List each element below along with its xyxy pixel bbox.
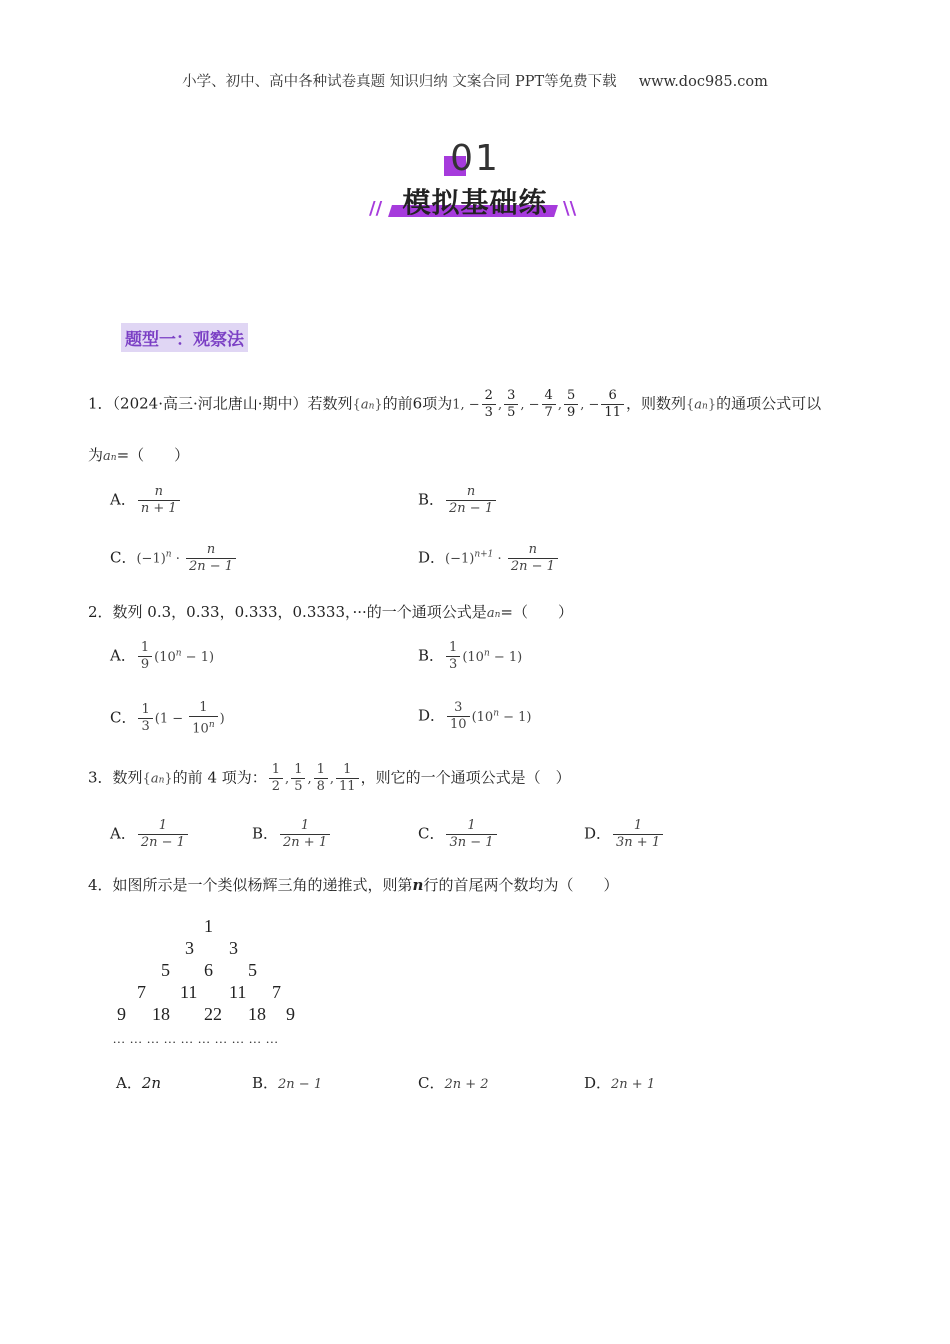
tri-r3-c2: 6 xyxy=(204,960,213,980)
q2-option-a[interactable]: A． $\frac{1}{9}$ $(10^n - 1)$ xyxy=(110,640,215,672)
page-header xyxy=(0,70,950,91)
tri-r3-c3: 5 xyxy=(248,960,257,980)
tri-r4-c3: 11 xyxy=(229,982,247,1002)
tri-r5-c4: 18 xyxy=(248,1004,266,1024)
q4-option-a[interactable]: A．2n xyxy=(116,1074,162,1092)
tri-r2-c1: 3 xyxy=(185,938,194,958)
badge-title: 模拟基础练 xyxy=(402,186,548,219)
q1-option-d[interactable]: D．$(-1)^{n+1}$ · $\frac{n}{2n - 1}$ xyxy=(418,542,560,575)
tri-r5-c2: 18 xyxy=(152,1004,170,1024)
question-3: 3．数列{an}的前 4 项为： $\frac{1}{2}$ , $\frac{1}{5}$ , $\frac{1}{8}$ , $\frac{1}{11}$ ，则它的一个通项公式是（ ） xyxy=(88,762,571,794)
badge-left-deco: // xyxy=(369,198,383,219)
q3-option-b[interactable]: B． $\frac{1}{2n + 1}$ xyxy=(252,818,332,851)
q1-option-c[interactable]: C．$(-1)^n$ · $\frac{n}{2n - 1}$ xyxy=(110,542,238,575)
q4-option-d[interactable]: D．2n + 1 xyxy=(584,1074,656,1092)
q3-option-d[interactable]: D． $\frac{1}{3n + 1}$ xyxy=(584,818,665,851)
q3-option-c[interactable]: C． $\frac{1}{3n - 1}$ xyxy=(418,818,499,851)
tri-r4-c1: 7 xyxy=(137,982,146,1002)
header-text: 小学、初中、高中各种试卷真题 知识归纳 文案合同 PPT等免费下载 xyxy=(182,74,617,90)
tri-r4-c4: 7 xyxy=(272,982,281,1002)
tri-r2-c2: 3 xyxy=(229,938,238,958)
q2-option-d[interactable]: D． $\frac{3}{10}$ $(10^n - 1)$ xyxy=(418,700,532,732)
question-2: 2．数列 0.3，0.33，0.333，0.3333，···的一个通项公式是an=（ ） xyxy=(88,603,573,621)
q2-option-b[interactable]: B． $\frac{1}{3}$ $(10^n - 1)$ xyxy=(418,640,523,672)
tri-r3-c1: 5 xyxy=(161,960,170,980)
tri-r5-c1: 9 xyxy=(117,1004,126,1024)
badge-number: 01 xyxy=(450,138,500,179)
tri-r5-c3: 22 xyxy=(204,1004,222,1024)
question-4: 4．如图所示是一个类似杨辉三角的递推式，则第n行的首尾两个数均为（ ） xyxy=(88,876,619,894)
question-1-line2: 为an=（ ） xyxy=(88,446,190,464)
q4-option-b[interactable]: B．2n − 1 xyxy=(252,1074,323,1092)
badge-right-deco: \\ xyxy=(563,198,577,219)
q3-option-a[interactable]: A． $\frac{1}{2n - 1}$ xyxy=(110,818,190,851)
tri-r4-c2: 11 xyxy=(180,982,198,1002)
q2-option-c[interactable]: C． $\frac{1}{3}$ (1 − $\frac{1}{10^n}$ ) xyxy=(110,700,225,737)
question-1: 1．（2024·高三·河北唐山·期中）若数列{an}的前6项为1, − $\frac{2}{3}$ , $\frac{3}{5}$ , − $\frac{4}{7}$ , $\frac{5}{9}$ , − $\frac{6}{11}$ ，则数列{an}的通项公式可以 xyxy=(88,388,822,420)
q1-option-a[interactable]: A． $\frac{n}{n + 1}$ xyxy=(110,484,182,517)
q4-option-c[interactable]: C．2n + 2 xyxy=(418,1074,489,1092)
q1-option-b[interactable]: B． $\frac{n}{2n - 1}$ xyxy=(418,484,498,517)
tri-r5-c5: 9 xyxy=(286,1004,295,1024)
header-site[interactable]: www.doc985.com xyxy=(638,74,768,90)
tri-r1-c1: 1 xyxy=(204,916,213,936)
section-title: 题型一：观察法 xyxy=(121,323,248,352)
tri-continuation: ... ... ... ... ... ... ... ... ... ... xyxy=(113,1031,279,1046)
